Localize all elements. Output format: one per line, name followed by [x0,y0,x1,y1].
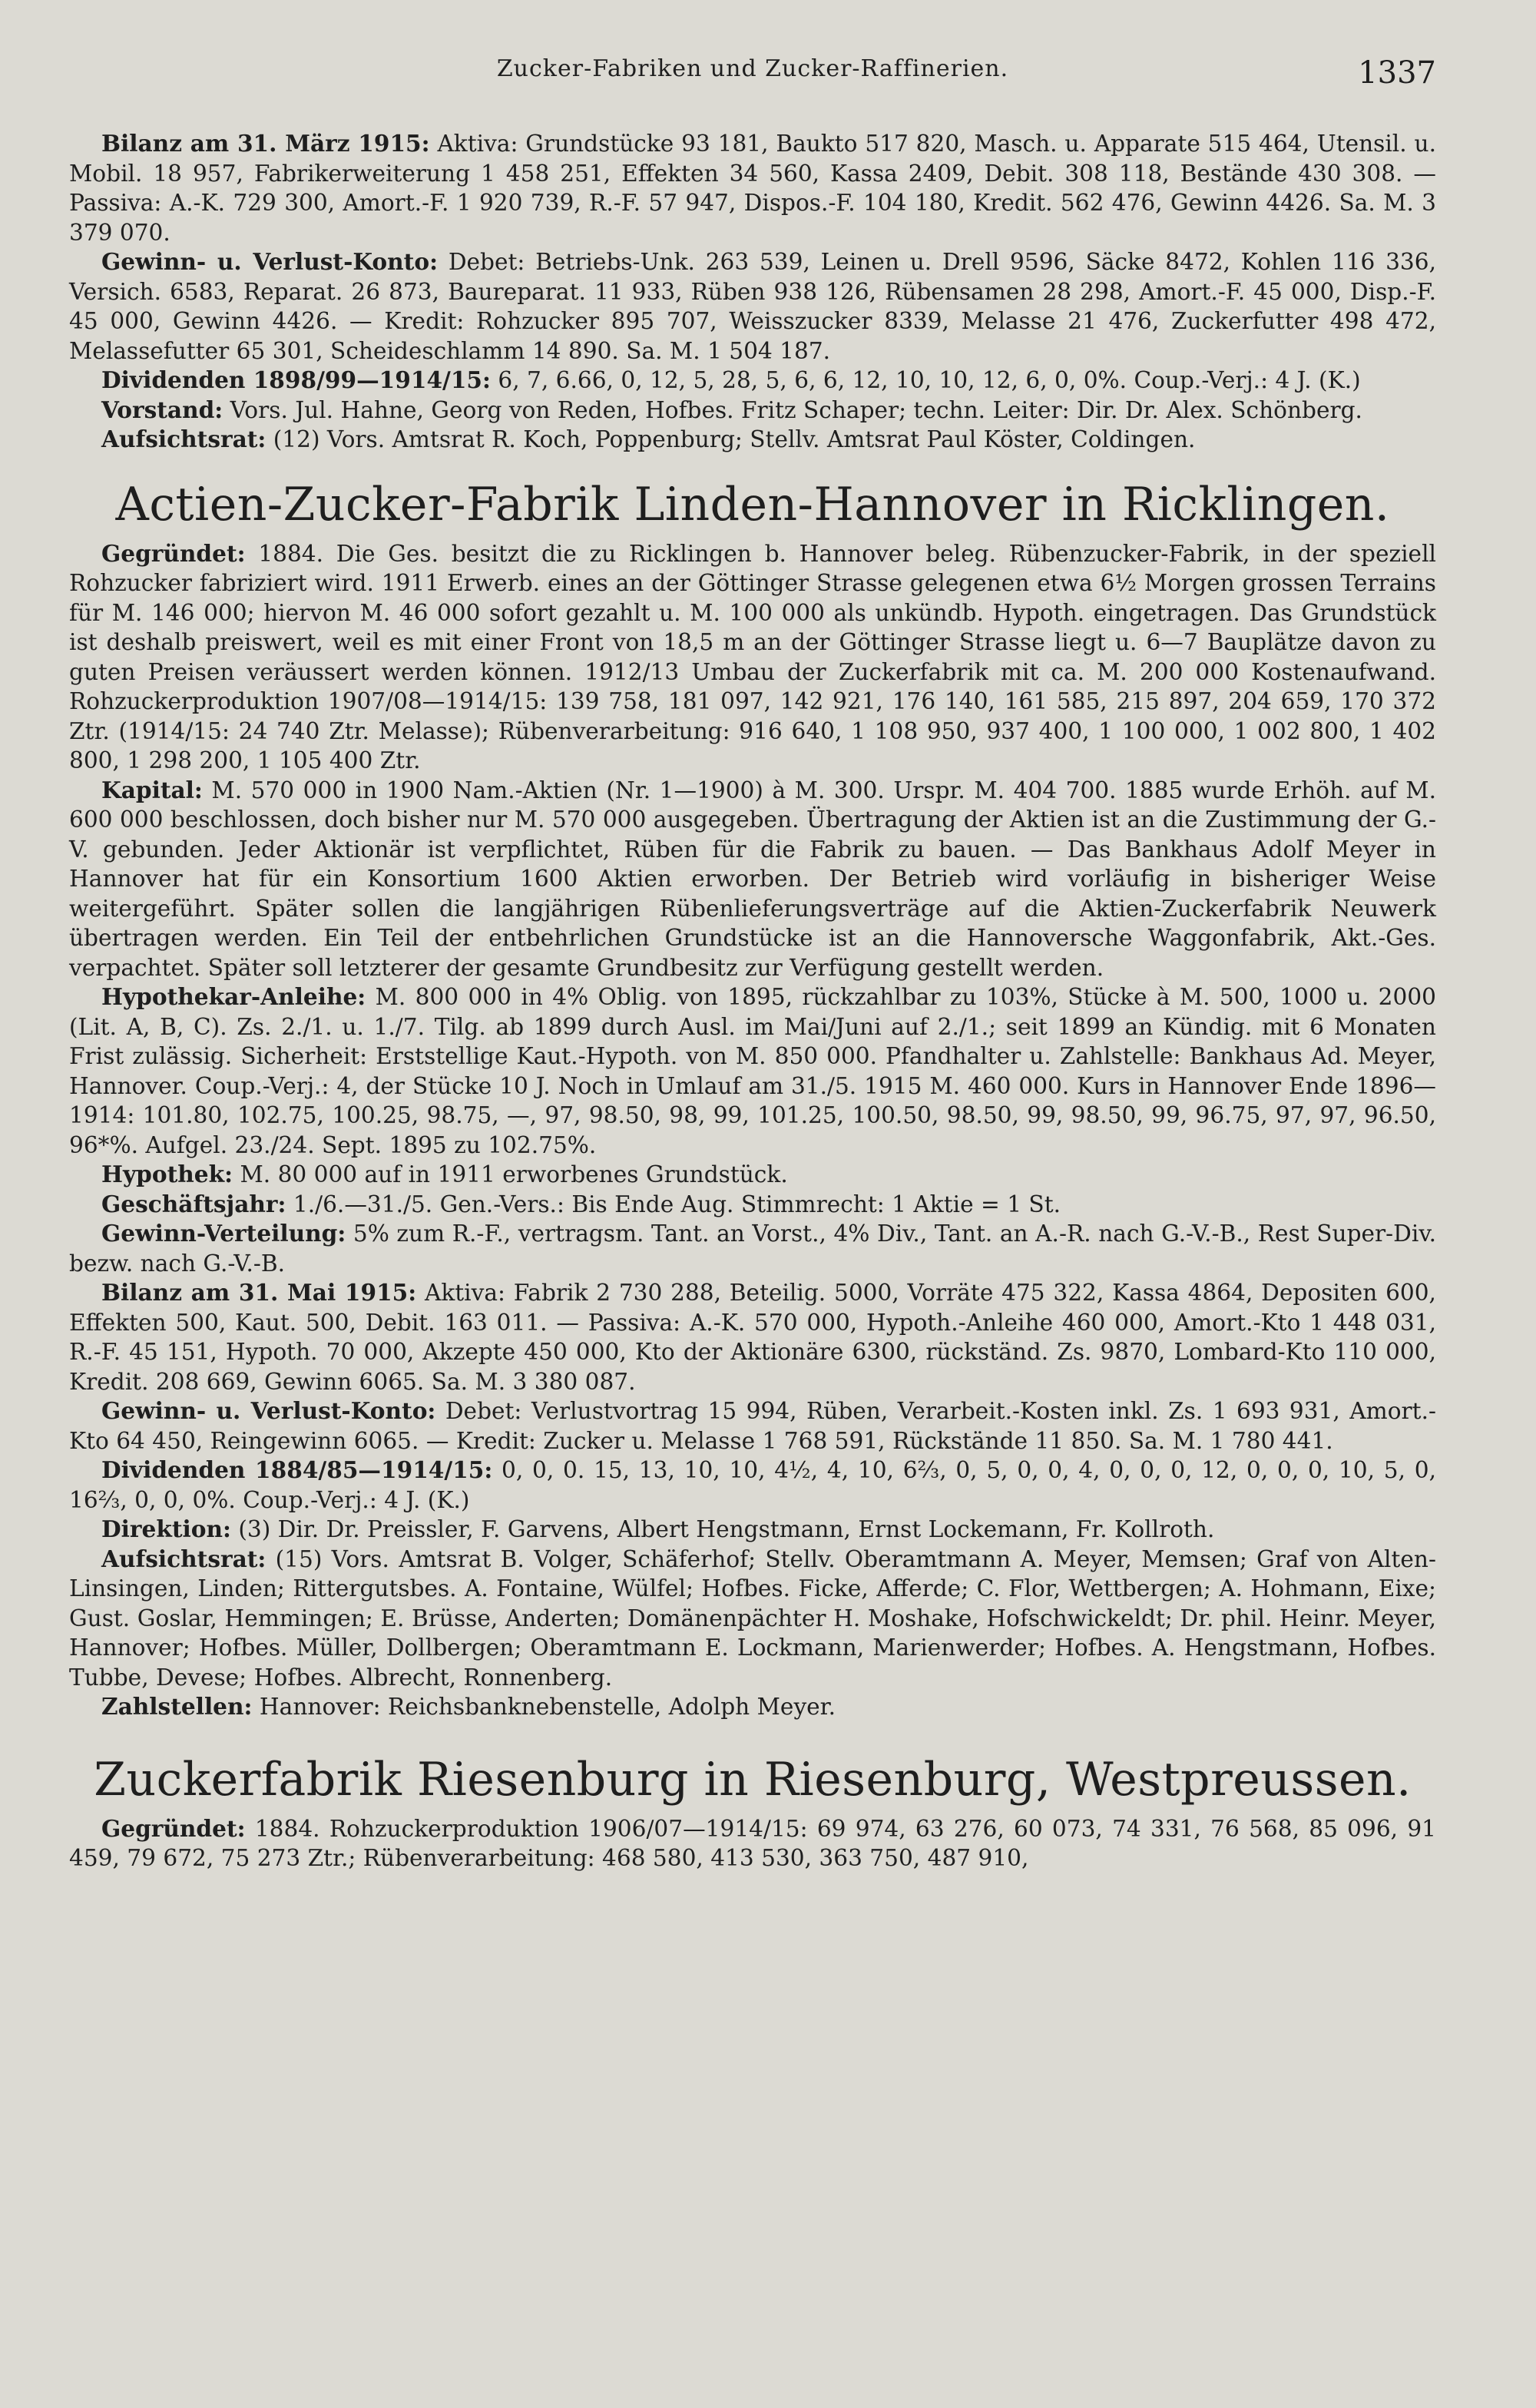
paragraph-zahlstellen [69,1692,1436,1722]
paragraph-text: Hannover: Reichsbanknebenstelle, Adolph Meyer. [259,1694,836,1720]
paragraph-bilanz [69,129,1436,247]
paragraph-bilanz [69,1278,1436,1396]
paragraph-label: Aufsichtsrat: [101,426,266,452]
paragraph-label: Gewinn-Verteilung: [101,1220,346,1247]
paragraph-text: M. 800 000 in 4% Oblig. von 1895, rückzahlbar zu 103%, Stücke à M. 500, 1000 u. 2000 (Lit. A, B, C). Zs. 2./1. u. 1./7. Tilg. ab 1899 durch Ausl. im Mai/Juni auf 2./1.; seit 1899 an Kündig. mit 6 Monaten Frist zulässig. Sicherheit: Erststellige Kaut.-Hypoth. von M. 850 000. Pfandhalter u. Zahlstelle: Bankhaus Ad. Meyer, Hannover. Coup.-Verj.: 4, der Stücke 10 J. Noch in Umlauf am 31./5. 1915 M. 460 000. Kurs in Hannover Ende 1896—1914: 101.80, 102.75, 100.25, 98.75, —, 97, 98.50, 98, 99, 101.25, 100.50, 98.50, 99, 98.50, 99, 96.75, 97, 97, 96.50, 96*%. Aufgel. 23./24. Sept. 1895 zu 102.75%. [69,984,1436,1158]
paragraph-text: Vors. Jul. Hahne, Georg von Reden, Hofbes. Fritz Schaper; techn. Leiter: Dir. Dr. Alex. Schönberg. [230,396,1362,423]
paragraph-text: Aktiva: Grundstücke 93 181, Baukto 517 820, Masch. u. Apparate 515 464, Utensil. u. Mobil. 18 957, Fabrikerweiterung 1 458 251, Effekten 34 560, Kassa 2409, Debit. 308 118, Bestände 430 308. — Passiva: A.-K. 729 300, Amort.-F. 1 920 739, R.-F. 57 947, Dispos.-F. 104 180, Kredit. 562 476, Gewinn 4426. Sa. M. 3 379 070. [69,131,1436,246]
paragraph-dividenden [69,366,1436,396]
paragraph-label: Bilanz am 31. Mai 1915: [101,1279,417,1306]
paragraph-gegruendet [69,539,1436,776]
paragraph-label: Gegründet: [101,1814,246,1842]
running-title: Zucker-Fabriken und Zucker-Raffinerien. [496,55,1009,82]
page-body [69,129,1436,1873]
paragraph-label: Bilanz am 31. März 1915: [101,130,430,157]
paragraph-label: Direktion: [101,1515,231,1542]
paragraph-label: Gewinn- u. Verlust-Konto: [101,248,439,275]
page-number: 1337 [1358,55,1436,91]
paragraph-text: Aktiva: Fabrik 2 730 288, Beteilig. 5000, Vorräte 475 322, Kassa 4864, Depositen 600, Effekten 500, Kaut. 500, Debit. 163 011. — Passiva: A.-K. 570 000, Hypoth.-Anleihe 460 000, Amort.-Kto 1 448 031, R.-F. 45 151, Hypoth. 70 000, Akzepte 450 000, Kto der Aktionäre 6300, rückständ. Zs. 9870, Lombard-Kto 110 000, Kredit. 208 669, Gewinn 6065. Sa. M. 3 380 087. [69,1280,1436,1395]
paragraph-text: (3) Dir. Dr. Preissler, F. Garvens, Albert Hengstmann, Ernst Lockemann, Fr. Kollroth. [238,1516,1215,1542]
paragraph-text: 1884. Die Ges. besitzt die zu Ricklingen b. Hannover beleg. Rübenzucker-Fabrik, in der speziell Rohzucker fabriziert wird. 1911 Erwerb. eines an der Göttinger Strasse gelegenen etwa 6½ Morgen grossen Terrains für M. 146 000; hiervon M. 46 000 sofort gezahlt u. M. 100 000 als unkündb. Hypoth. eingetragen. Das Grundstück ist deshalb preiswert, weil es mit einer Front von 18,5 m an der Göttinger Strasse liegt u. 6—7 Bauplätze davon zu guten Preisen veräussert werden können. 1912/13 Umbau der Zuckerfabrik mit ca. M. 200 000 Kostenaufwand. Rohzuckerproduktion 1907/08—1914/15: 139 758, 181 097, 142 921, 176 140, 161 585, 215 897, 204 659, 170 372 Ztr. (1914/15: 24 740 Ztr. Melasse); Rübenverarbeitung: 916 640, 1 108 950, 937 400, 1 100 000, 1 002 800, 1 402 800, 1 298 200, 1 105 400 Ztr. [69,540,1436,773]
paragraph-text: 1./6.—31./5. Gen.-Vers.: Bis Ende Aug. Stimmrecht: 1 Aktie = 1 St. [293,1191,1061,1217]
paragraph-label: Geschäftsjahr: [101,1190,286,1217]
paragraph-label: Dividenden 1884/85—1914/15: [101,1456,493,1483]
paragraph-label: Gewinn- u. Verlust-Konto: [101,1397,436,1424]
paragraph-aufsichtsrat [69,425,1436,455]
paragraph-label: Kapital: [101,776,203,803]
entry-riesenburg [69,1753,1436,1873]
paragraph-gegruendet [69,1814,1436,1873]
paragraph-hypothek [69,1160,1436,1190]
entry-previous-company [69,129,1436,455]
paragraph-text: 0, 0, 0. 15, 13, 10, 10, 4½, 4, 10, 6⅔, 0, 5, 0, 0, 4, 0, 0, 0, 12, 0, 0, 0, 10, 5, 0, 16⅔, 0, 0, 0%. Coup.-Verj.: 4 J. (K.) [69,1457,1436,1513]
paragraph-hypothekar-anleihe [69,982,1436,1160]
paragraph-dividenden [69,1456,1436,1515]
paragraph-label: Aufsichtsrat: [101,1545,266,1572]
paragraph-text: (12) Vors. Amtsrat R. Koch, Poppenburg; Stellv. Amtsrat Paul Köster, Coldingen. [273,426,1196,452]
running-header [69,55,1436,101]
paragraph-gewinn-verteilung [69,1219,1436,1278]
paragraph-label: Hypothekar-Anleihe: [101,983,366,1010]
paragraph-text: Debet: Betriebs-Unk. 263 539, Leinen u. Drell 9596, Säcke 8472, Kohlen 116 336, Versich. 6583, Reparat. 26 873, Baureparat. 11 933, Rüben 938 126, Rübensamen 28 298, Amort.-F. 45 000, Disp.-F. 45 000, Gewinn 4426. — Kredit: Rohzucker 895 707, Weisszucker 8339, Melasse 21 476, Zuckerfutter 498 472, Melassefutter 65 301, Scheideschlamm 14 890. Sa. M. 1 504 187. [69,249,1436,364]
paragraph-guv [69,247,1436,366]
company-heading: Zuckerfabrik Riesenburg in Riesenburg, Westpreussen. [94,1752,1412,1807]
paragraph-label: Dividenden 1898/99—1914/15: [101,366,491,393]
paragraph-label: Gegründet: [101,539,246,567]
paragraph-label: Vorstand: [101,396,223,423]
paragraph-vorstand [69,396,1436,426]
entry-linden-hannover [69,478,1436,1722]
company-heading: Actien-Zucker-Fabrik Linden-Hannover in Ricklingen. [115,477,1390,532]
paragraph-text: 6, 7, 6.66, 0, 12, 5, 28, 5, 6, 6, 12, 10, 10, 12, 6, 0, 0%. Coup.-Verj.: 4 J. (K.) [498,367,1361,393]
paragraph-text: 1884. Rohzuckerproduktion 1906/07—1914/15: 69 974, 63 276, 60 073, 74 331, 76 568, 85 096, 91 459, 79 672, 75 273 Ztr.; Rübenverarbeitung: 468 580, 413 530, 363 750, 487 910, [69,1815,1436,1871]
paragraph-text: Debet: Verlustvortrag 15 994, Rüben, Verarbeit.-Kosten inkl. Zs. 1 693 931, Amort.-Kto 64 450, Reingewinn 6065. — Kredit: Zucker u. Melasse 1 768 591, Rückstände 11 850. Sa. M. 1 780 441. [69,1398,1436,1454]
paragraph-text: M. 570 000 in 1900 Nam.-Aktien (Nr. 1—1900) à M. 300. Urspr. M. 404 700. 1885 wurde Erhöh. auf M. 600 000 beschlossen, doch bisher nur M. 570 000 ausgegeben. Übertragung der Aktien ist an die Zustimmung der G.-V. gebunden. Jeder Aktionär ist verpflichtet, Rüben für die Fabrik zu bauen. — Das Bankhaus Adolf Meyer in Hannover hat für ein Konsortium 1600 Aktien erworben. Der Betrieb wird vorläufig in bisheriger Weise weitergeführt. Später sollen die langjährigen Rübenlieferungsverträge auf die Aktien-Zuckerfabrik Neuwerk übertragen werden. Ein Teil der entbehrlichen Grundstücke ist an die Hannoversche Waggonfabrik, Akt.-Ges. verpachtet. Später soll letzterer der gesamte Grundbesitz zur Verfügung gestellt werden. [69,777,1436,981]
paragraph-text: 5% zum R.-F., vertragsm. Tant. an Vorst., 4% Div., Tant. an A.-R. nach G.-V.-B., Rest Super-Div. bezw. nach G.-V.-B. [69,1221,1436,1277]
paragraph-geschaeftsjahr [69,1190,1436,1220]
paragraph-text: (15) Vors. Amtsrat B. Volger, Schäferhof; Stellv. Oberamtmann A. Meyer, Memsen; Graf von Alten-Linsingen, Linden; Rittergutsbes. A. Fontaine, Wülfel; Hofbes. Ficke, Afferde; C. Flor, Wettbergen; A. Hohmann, Eixe; Gust. Goslar, Hemmingen; E. Brüsse, Anderten; Domänenpächter H. Moshake, Hofschwickeldt; Dr. phil. Heinr. Meyer, Hannover; Hofbes. Müller, Dollbergen; Oberamtmann E. Lockmann, Marienwerder; Hofbes. A. Hengstmann, Hofbes. Tubbe, Devese; Hofbes. Albrecht, Ronnenberg. [69,1545,1436,1691]
paragraph-label: Hypothek: [101,1161,233,1187]
paragraph-kapital [69,776,1436,983]
paragraph-text: M. 80 000 auf in 1911 erworbenes Grundstück. [240,1161,788,1187]
paragraph-direktion [69,1515,1436,1545]
paragraph-guv [69,1396,1436,1456]
paragraph-aufsichtsrat [69,1545,1436,1693]
paragraph-label: Zahlstellen: [101,1693,253,1720]
